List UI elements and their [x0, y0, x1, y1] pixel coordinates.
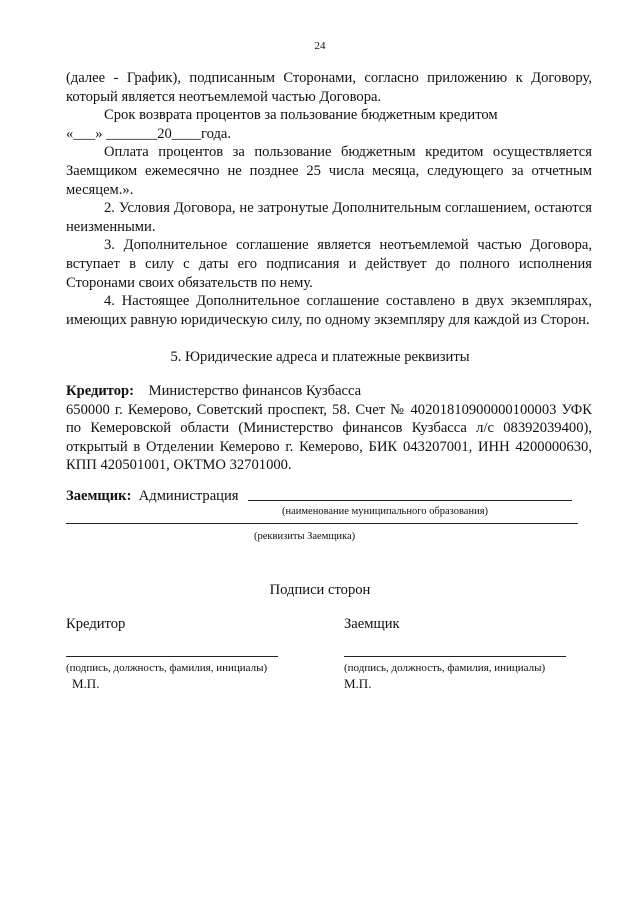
paragraph-interest-term: Срок возврата процентов за пользование бюджетным кредитом: [104, 107, 498, 124]
signature-left-label: Кредитор: [66, 616, 126, 632]
page-number: 24: [314, 40, 326, 52]
creditor-details: 650000 г. Кемерово, Советский проспект, 58. Счет № 40201810900000100003 УФК по Кемеровской области (Министерство финансов Кузбасса л/с 08392039400), открытый в Отделении Кемерово г. Кемерово, БИК 043207001, ИНН 4200000630, КПП 420501001, ОКТМО 32701000.: [66, 401, 592, 473]
signature-right-caption: (подпись, должность, фамилия, инициалы): [344, 662, 546, 674]
creditor-name: Министерство финансов Кузбасса: [148, 383, 362, 399]
signature-right-label: Заемщик: [344, 616, 400, 632]
document-body: [66, 69, 592, 329]
signature-left-caption: (подпись, должность, фамилия, инициалы): [66, 662, 268, 674]
paragraph-clause-2: 2. Условия Договора, не затронутые Дополнительным соглашением, остаются неизменными.: [66, 200, 592, 235]
signature-right-line: [344, 656, 566, 657]
borrower-label: Заемщик: [66, 488, 127, 504]
stamp-right: М.П.: [344, 676, 372, 691]
signature-left-line: [66, 656, 278, 657]
paragraph-interest-date: «___» _______20____года.: [66, 125, 232, 142]
creditor-line: Кредитор: Министерство финансов Кузбасса: [66, 383, 362, 399]
paragraph-schedule: (далее - График), подписанным Сторонами, согласно приложению к Договору, который является неотъемлемой частью Договора.: [66, 70, 592, 105]
section-heading: 5. Юридические адреса и платежные реквизиты: [170, 349, 470, 365]
borrower-municipality-caption: (наименование муниципального образования): [282, 506, 489, 517]
borrower-name-line: [248, 500, 572, 501]
paragraph-clause-3: 3. Дополнительное соглашение является неотъемлемой частью Договора, вступает в силу с даты его подписания и действует до полного исполнения Сторонами своих обязательств по нему.: [66, 237, 592, 291]
borrower-line: Заемщик: Администрация: [66, 488, 239, 504]
paragraph-clause-4: 4. Настоящее Дополнительное соглашение составлено в двух экземплярах, имеющих равную юридическую силу, по одному экземпляру для каждой из Сторон.: [66, 293, 592, 328]
borrower-requisites-line: [66, 523, 578, 524]
borrower-requisites-caption: (реквизиты Заемщика): [254, 531, 356, 542]
stamp-left: М.П.: [72, 676, 100, 691]
borrower-name: Администрация: [138, 488, 239, 504]
paragraph-interest-payment: Оплата процентов за пользование бюджетным кредитом осуществляется Заемщиком ежемесячно не позднее 25 числа месяца, следующего за отчетным месяцем.».: [66, 144, 592, 198]
signatures-title: Подписи сторон: [269, 582, 371, 598]
creditor-block: [66, 382, 592, 475]
creditor-label: Кредитор: [66, 383, 130, 399]
